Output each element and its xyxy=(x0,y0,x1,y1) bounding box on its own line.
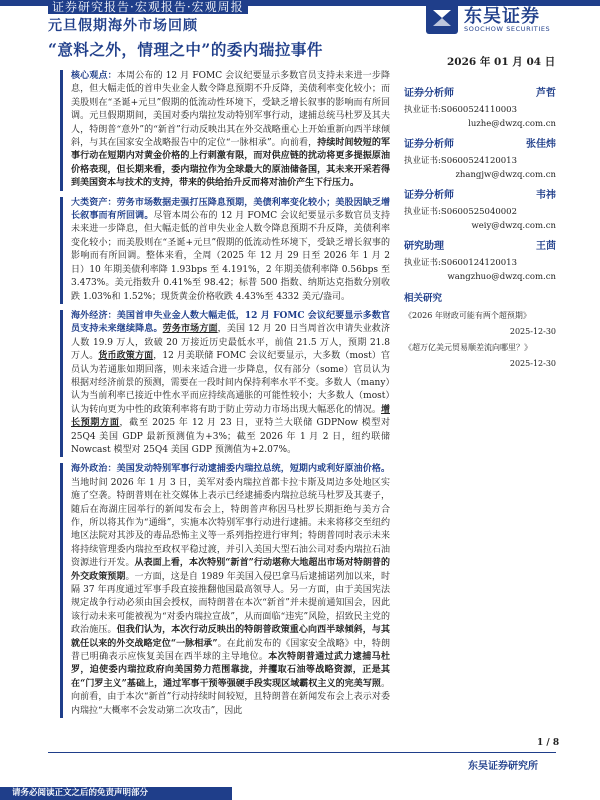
page-number: 1 / 8 xyxy=(537,738,560,748)
section-text-bold: 持续时间较短的军事行动在短期内对黄金价格的上行刺激有限，而对供应链的扰动将更多提振原油价格表现，但长期来看，委内瑞拉作为全球最大的原油储备国，其未来开采若得到美国资本与技术的支持，带来的供给抬升反而将对油价产生下行压力。 xyxy=(71,138,390,189)
logo-name-en: SOOCHOW SECURITIES xyxy=(464,25,551,33)
analyst-email[interactable]: wangzhuo@dwzq.com.cn xyxy=(447,272,556,282)
section-text: 。向前看，由于本次“新首”行动持续时间较短，且特朗普在新闻发布会上表示对委内瑞拉“大概率不会发动第二次攻击”，因此 xyxy=(71,678,390,716)
section-text: 。在此前发布的《国家安全战略》中，特朗普已明确表示应恢复美国在西半球的主导地位。 xyxy=(71,638,390,663)
section-core-view xyxy=(60,70,390,191)
section-overseas-politics xyxy=(60,463,390,718)
section-text: 尽管本周公布的 12 月 FOMC 会议纪要显示多数官员支持未来进一步降息，但大幅走低的首申失业金人数令降息预期不升反降，美债利率变化较小；而美股则在“圣诞+元旦”假期的低流动性环境下，受缺乏增长叙事的影响而有所回调。整体来看，全周（2025 年 12 月 29 日至 2026 年 1 月 2 日）10 年期美债利率降 1.93bps 至 4.191%，2 年期美债利率降 0.56bps 至 3.473%。美元指数升 0.41%至 98.42；标普 500 指数、纳斯达克指数分别收跌 1.03%和 1.52%；现货黄金价格收跌 4.43%至 4332 美元/盎司。 xyxy=(71,211,390,302)
section-text: ，截至 2025 年 12 月 23 日，亚特兰大联储 GDPNow 模型对 25Q4 美国 GDP 最新预测值为+3%；截至 2026 年 1 月 2 日，纽约联储 Nowcast 模型对 25Q4 美国 GDP 预测值为+2.07%。 xyxy=(71,418,390,455)
analyst-block xyxy=(404,237,556,282)
section-label: 核心观点： xyxy=(71,71,117,81)
analyst-block xyxy=(404,135,556,180)
section-assets xyxy=(60,197,390,304)
cert-number: S0600524110003 xyxy=(440,105,518,115)
report-category: 证券研究报告·宏观报告·宏观周报 xyxy=(48,0,248,14)
cert-label: 执业证书: xyxy=(404,105,441,115)
cert-number: S0600524120013 xyxy=(440,156,518,166)
analyst-name: 韦祎 xyxy=(536,190,556,201)
related-item-date: 2025-12-30 xyxy=(509,327,556,336)
analyst-name: 王茴 xyxy=(536,241,556,252)
section-text-bold: 本次特朗普通过武力逮捕马杜罗，迫使委内瑞拉政府向美国势力范围靠拢，并攫取石油等战略资源，正是其在“门罗主义”基础上，通过军事干预等强硬手段实现区域霸权主义的完美写照 xyxy=(71,652,390,689)
section-label: 大类资产：劳务市场数据走强打压降息预期，美债利率变化较小；美股因缺乏增长叙事而有所回调。 xyxy=(71,197,390,222)
cert-label: 执业证书: xyxy=(404,207,441,217)
analyst-role: 证券分析师 xyxy=(404,88,454,99)
analyst-email[interactable]: luzhe@dwzq.com.cn xyxy=(468,119,556,129)
subheading-labor: 劳务市场方面 xyxy=(162,324,218,335)
analyst-name: 芦哲 xyxy=(536,88,556,99)
footer-organization: 东吴证券研究所 xyxy=(468,761,538,772)
section-text: ，美国 12 月 20 日当周首次申请失业救济人数 19.9 万人，致破 20 万接近历史最低水平，前值 21.5 万人，预期 21.8 万人。 xyxy=(71,324,390,362)
footer-divider xyxy=(48,752,556,753)
subheading-monetary: 货币政策方面 xyxy=(98,351,154,362)
subheading-growth: 增长预期方面 xyxy=(71,404,390,429)
section-text: 当地时间 2026 年 1 月 3 日，美军对委内瑞拉首都卡拉卡斯及周边多处地区实施了空袭。特朗普则在社交媒体上表示已经逮捕委内瑞拉总统马杜罗及其妻子，随后在海湖庄园举行的新闻发布会上，特朗普声称因马杜罗长期拒绝与美方合作，所以将其作为“通缉”，实施本次特别军事行动进行逮捕。未来将移交至纽约地区法院对其涉及的毒品恐怖主义等一系列指控进行审判；特朗普同时表示未来将持续管理委内瑞拉至政权平稳过渡，并引入美国大型石油公司对委内瑞拉石油资源进行开发。 xyxy=(71,477,390,569)
company-logo xyxy=(426,2,596,36)
analyst-block xyxy=(404,84,556,129)
section-label: 海外经济：美国首申失业金人数大幅走低，12 月 FOMC 会议纪要显示多数官员支持未来继续降息。 xyxy=(71,310,390,335)
analyst-email[interactable]: weiy@dwzq.com.cn xyxy=(471,221,556,231)
page-title: “意料之外，情理之中”的委内瑞拉事件 xyxy=(48,40,323,59)
report-series: 元旦假期海外市场回顾 xyxy=(48,18,198,34)
analyst-role: 证券分析师 xyxy=(404,139,454,150)
main-content xyxy=(60,70,390,724)
section-text-bold: 但我们认为，本次行动反映出的特朗普政策重心向西半球倾斜，与其就任以来的外交战略定位“一脉相承” xyxy=(71,625,390,649)
disclaimer-banner: 请务必阅读正文之后的免责声明部分 xyxy=(0,787,232,800)
related-item-title[interactable]: 《超万亿美元贸易顺差流向哪里？》 xyxy=(404,343,532,352)
section-text: 本周公布的 12 月 FOMC 会议纪要显示多数官员支持未来进一步降息，但大幅走低的首申失业金人数令降息预期不升反降，美债利率变化较小；而美股则在“圣诞+元旦”假期的低流动性环境下，受缺乏增长叙事的影响而有所回调。元旦假期期间，美国对委内瑞拉发动特别军事行动，逮捕总统马杜罗及其夫人，特朗普“意外”的“新首”行动反映出其在外交战略重心上开始重新向西半球倾斜，与其在国家安全战略报告中的定位“一脉相承”。向前看， xyxy=(71,71,390,149)
section-label: 海外政治：美国发动特别军事行动逮捕委内瑞拉总统，短期内或利好原油价格。 xyxy=(71,464,390,475)
cert-label: 执业证书: xyxy=(404,156,441,166)
related-item-date: 2025-12-30 xyxy=(509,359,556,368)
cert-number: S0600124120013 xyxy=(440,258,518,268)
sidebar xyxy=(404,80,556,368)
related-research-title: 相关研究 xyxy=(404,293,443,304)
report-date: 2026 年 01 月 04 日 xyxy=(447,56,556,68)
analyst-role: 研究助理 xyxy=(404,241,444,252)
cert-number: S0600525040002 xyxy=(440,207,518,217)
analyst-name: 张佳炜 xyxy=(526,139,556,150)
analyst-role: 证券分析师 xyxy=(404,190,454,201)
logo-emblem-icon xyxy=(426,2,458,34)
related-item-title[interactable]: 《2026 年财政可能有两个超预期》 xyxy=(404,311,531,320)
analyst-block xyxy=(404,186,556,231)
section-overseas-economy xyxy=(60,310,390,457)
section-text: 。一方面，这是自 1989 年美国入侵巴拿马后逮捕诺列加以来，时隔 37 年再度通过军事手段直接推翻他国最高领导人。另一方面，由于美国宪法规定战争行动必须由国会授权，而特朗普在本次“新首”并未提前通知国会，因此该行动未来可能被视为“对委内瑞拉宣战”，从而面临“违宪”风险，招致民主党的政治施压。 xyxy=(71,571,390,636)
section-text-bold: 从表面上看，本次特别“新首”行动堪称大地超出市场对特朗普的外交政策预期 xyxy=(71,558,390,582)
cert-label: 执业证书: xyxy=(404,258,441,268)
analyst-email[interactable]: zhangjw@dwzq.com.cn xyxy=(455,170,556,180)
section-text: ，12 月美联储 FOMC 会议纪要显示，大多数（most）官员认为若通胀如期回落，则未来适合进一步降息，仅有部分（some）官员认为根据对经济前景的预测，需要在一段时间内保持利率水平不变。多数人（many）认为当前利率已接近中性水平而应持续高通胀的可能性较小；大多数人（most）认为转向更为中性的政策利率将有助于防止劳动力市场出现大幅恶化的情况。 xyxy=(71,351,390,415)
logo-name-cn: 东吴证券 xyxy=(464,6,540,27)
